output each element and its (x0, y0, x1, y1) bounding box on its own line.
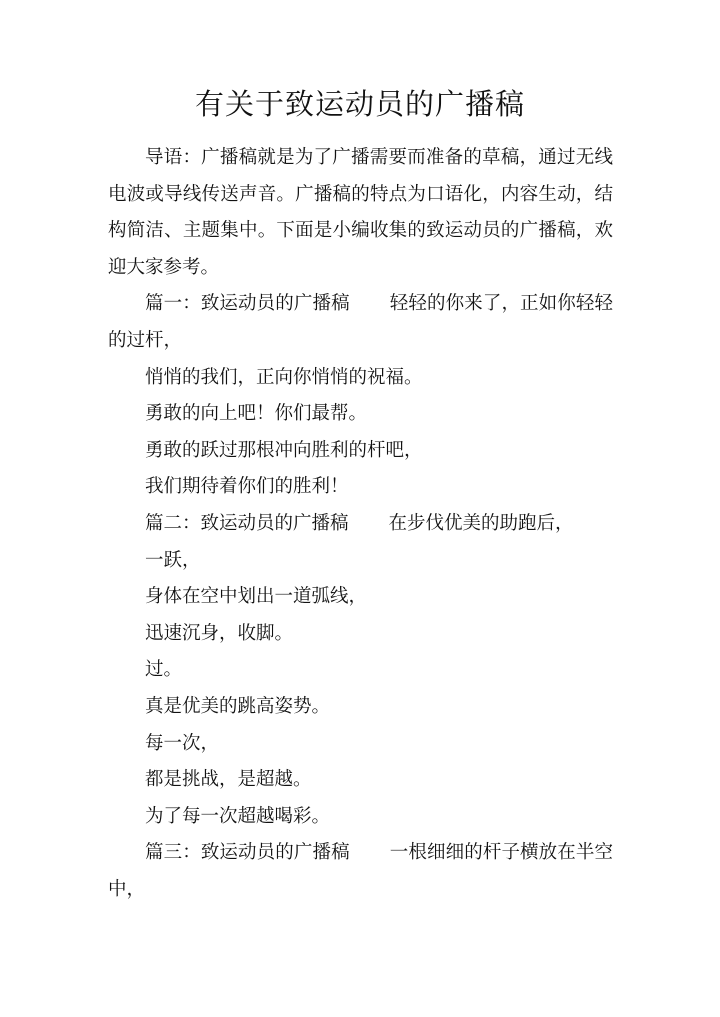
piece-2-line: 每一次， (145, 732, 220, 754)
piece-2-line: 一跃， (145, 549, 201, 571)
piece-1-heading: 篇一：致运动员的广播稿 (145, 293, 350, 315)
piece-1-line: 勇敢的向上吧！你们最帮。 (145, 403, 368, 425)
piece-3-heading: 篇三：致运动员的广播稿 (145, 842, 350, 864)
piece-2-heading: 篇二：致运动员的广播稿 (145, 512, 349, 534)
document-title: 有关于致运动员的广播稿 (194, 87, 525, 121)
piece-1-line: 勇敢的跃过那根冲向胜利的杆吧， (145, 439, 423, 461)
piece-1-heading-paragraph (108, 286, 613, 359)
piece-1-line: 我们期待着你们的胜利！ (145, 476, 349, 498)
piece-2-line: 身体在空中划出一道弧线， (145, 586, 368, 608)
piece-2-line: 真是优美的跳高姿势。 (145, 695, 331, 717)
piece-2-line: 迅速沉身，收脚。 (145, 622, 294, 644)
piece-2-line: 为了每一次超越喝彩。 (145, 805, 331, 827)
piece-3-first-line: 一根细细的杆子横放在半空中， (108, 842, 613, 900)
piece-1-line: 悄悄的我们，正向你悄悄的祝福。 (145, 366, 423, 388)
piece-2-line: 都是挑战，是超越。 (145, 769, 312, 791)
piece-2-first-line: 在步伐优美的助跑后， (388, 512, 574, 534)
piece-1-first-line: 轻轻的你来了，正如你轻轻的过杆， (108, 293, 613, 351)
piece-3-heading-paragraph (108, 835, 613, 908)
document-body (108, 140, 613, 908)
piece-2-heading-paragraph (108, 506, 613, 543)
piece-2-line: 过。 (145, 659, 183, 681)
intro-paragraph: 导语：广播稿就是为了广播需要而准备的草稿，通过无线电波或导线传送声音。广播稿的特点为口语化，内容生动，结构简洁、主题集中。下面是小编收集的致运动员的广播稿，欢迎大家参考。 (108, 147, 613, 278)
